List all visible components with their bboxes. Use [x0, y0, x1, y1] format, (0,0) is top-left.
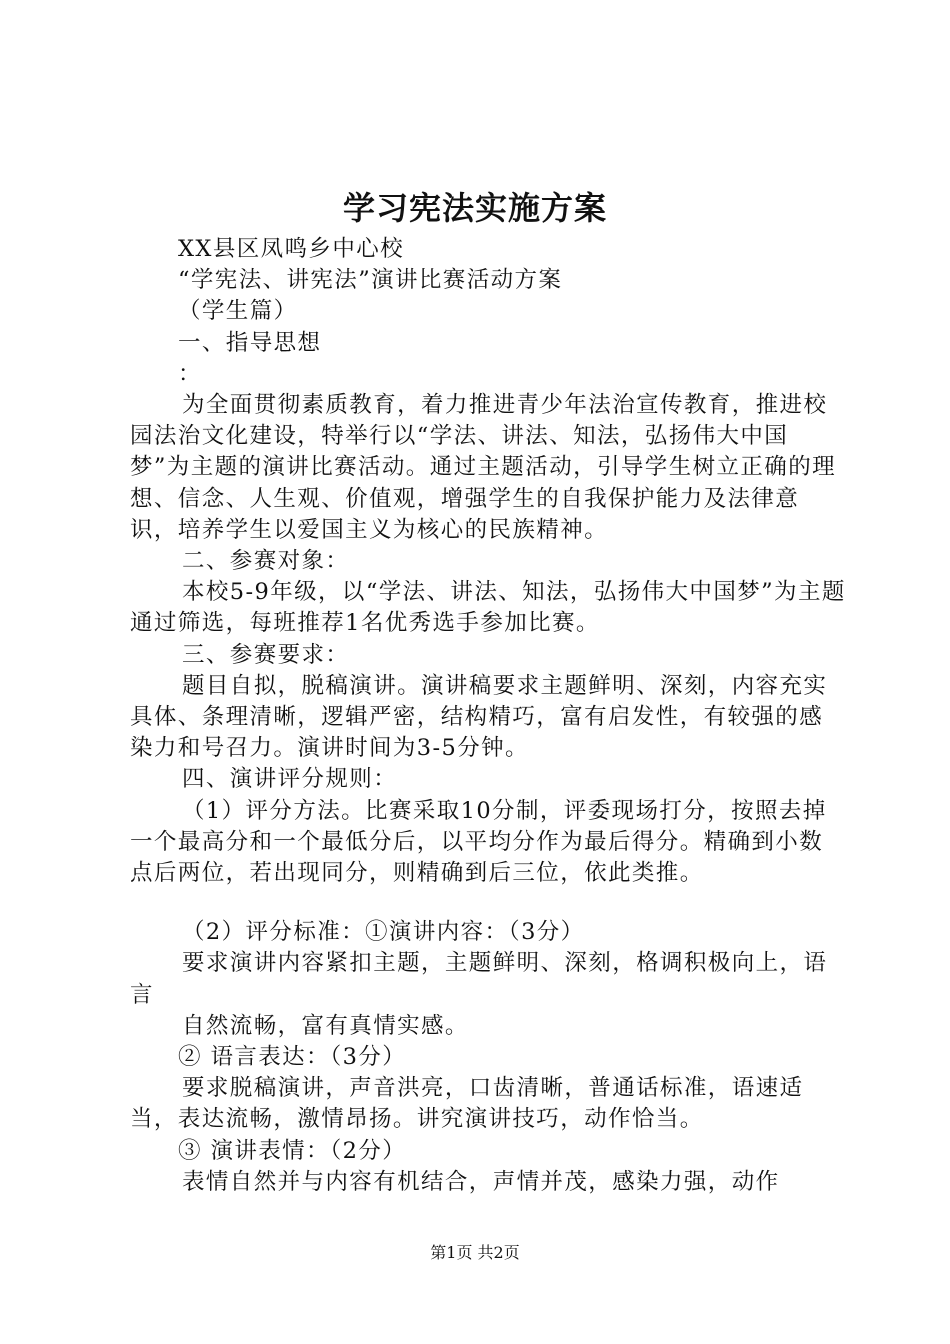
paragraph-content-requirement-cont: 自然流畅，富有真情实感。 — [182, 1012, 469, 1039]
school-name: XX县区凤鸣乡中心校 — [178, 236, 405, 262]
paragraph-participants: 本校5-9年级，以“学法、讲法、知法，弘扬伟大中国梦”为主题通过筛选，每班推荐1名优秀选手参加比赛。 — [130, 579, 846, 637]
paragraph-language-expression: 要求脱稿演讲，声音洪亮，口齿清晰，普通话标准，语速适当，表达流畅，激情昂扬。讲究演讲技巧，动作恰当。 — [130, 1075, 804, 1133]
paragraph-scoring-criteria: （2）评分标准：①演讲内容：（3分） — [182, 919, 585, 946]
paragraph-requirements: 题目自拟，脱稿演讲。演讲稿要求主题鲜明、深刻，内容充实具体、条理清晰，逻辑严密，结构精巧，富有启发性，有较强的感染力和号召力。演讲时间为3-5分钟。 — [130, 672, 828, 762]
document-body — [130, 234, 846, 1198]
plan-subtitle: “学宪法、讲宪法”演讲比赛活动方案 — [178, 267, 563, 294]
criterion-language-expression: ② 语言表达：（3分） — [178, 1044, 407, 1071]
paragraph-speech-expression: 表情自然并与内容有机结合，声情并茂，感染力强，动作 — [182, 1168, 780, 1195]
section-heading-requirements: 三、参赛要求： — [182, 641, 350, 668]
section-heading-scoring-rules: 四、演讲评分规则： — [182, 766, 398, 793]
paragraph-scoring-method: （1）评分方法。比赛采取10分制，评委现场打分，按照去掉一个最高分和一个最低分后，以平均分作为最后得分。精确到小数点后两位，若出现同分，则精确到后三位，依此类推。 — [130, 797, 827, 887]
audience-note: （学生篇） — [178, 298, 298, 325]
section-heading-guiding-principle: 一、指导思想 — [178, 329, 322, 356]
paragraph-content-requirement: 要求演讲内容紧扣主题，主题鲜明、深刻，格调积极向上，语言 — [130, 950, 828, 1008]
page-footer: 第1页 共2页 — [430, 1243, 520, 1262]
paragraph-gap — [130, 889, 846, 917]
criterion-speech-expression: ③ 演讲表情：（2分） — [178, 1137, 407, 1164]
section-heading-participants: 二、参赛对象： — [182, 548, 350, 575]
stray-colon: ： — [178, 360, 202, 387]
document-title: 学习宪法实施方案 — [342, 189, 607, 227]
paragraph-guiding-principle: 为全面贯彻素质教育，着力推进青少年法治宣传教育，推进校园法治文化建设，特举行以“学法、讲法、知法，弘扬伟大中国梦”为主题的演讲比赛活动。通过主题活动，引导学生树立正确的理想、信念、人生观、价值观，增强学生的自我保护能力及法律意识，培养学生以爱国主义为核心的民族精神。 — [130, 392, 837, 543]
